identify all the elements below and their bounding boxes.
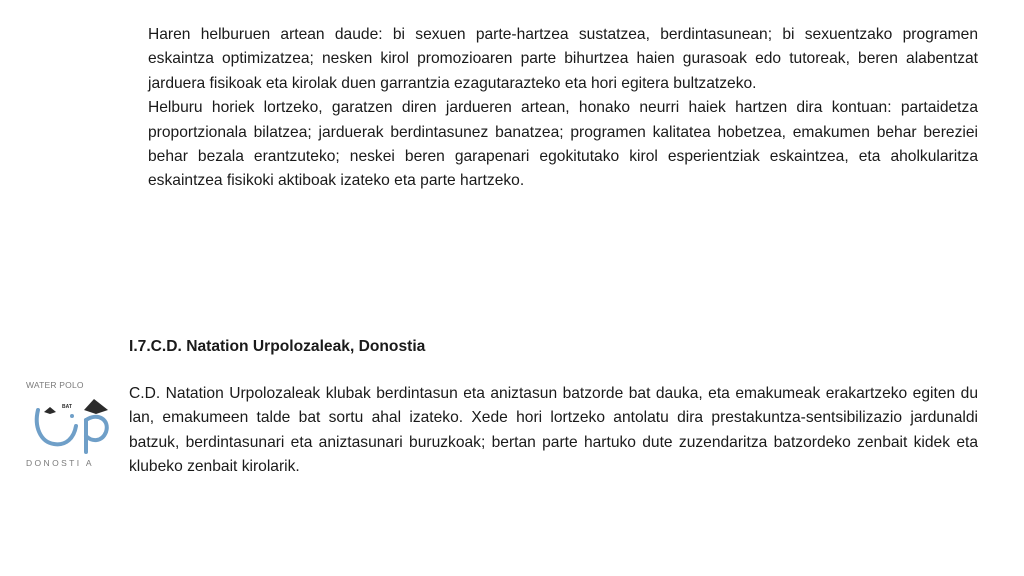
intro-paragraph-2: Helburu horiek lortzeko, garatzen diren jardueren artean, honako neurri haiek hartzen dira kontuan: partaidetza proportzionala bilatzea; jarduerak berdintasunez banatzea; programen kalitatea hobetzea, emakumen behar bereziei behar bezala erantzuteko; neskei beren garapenari egokitutako kirol esperientziak eskaintzea, eta aholkularitza eskaintzea fisikoki aktiboak izateko eta parte hartzeko. xyxy=(148,99,978,190)
logo-mark-text: BAT xyxy=(62,404,72,410)
water-polo-logo-icon xyxy=(28,390,110,456)
club-logo xyxy=(22,376,118,472)
logo-bottom-text: DONOSTI A xyxy=(26,458,94,468)
section-heading: I.7.C.D. Natation Urpolozaleak, Donostia xyxy=(129,338,426,355)
logo-top-text: WATER POLO xyxy=(26,380,84,390)
section-body: C.D. Natation Urpolozaleak klubak berdintasun eta aniztasun batzorde bat dauka, eta emakumeak erakartzeko egiten du lan, emakumeen talde bat sortu ahal izateko. Xede hori lortzeko antolatu dira prestakuntza-sentsibilizazio jardunaldi batzuk, berdintasunari eta aniztasunari buruzkoak; bertan parte hartuko dute zuzendaritza batzordeko zenbait kidek eta klubeko zenbait kirolarik. xyxy=(129,385,978,476)
intro-paragraph-1: Haren helburuen artean daude: bi sexuen parte-hartzea sustatzea, berdintasunean; bi sexuentzako programen eskaintza optimizatzea; nesken kirol promozioaren parte bihurtzea haien gurasoak edo tutoreak, beren alabentzat jarduera fisikoak eta kirolak duen garrantzia ezagutarazteko eta hori egitera bultzatzeko. xyxy=(148,26,978,92)
intro-text xyxy=(148,23,978,194)
